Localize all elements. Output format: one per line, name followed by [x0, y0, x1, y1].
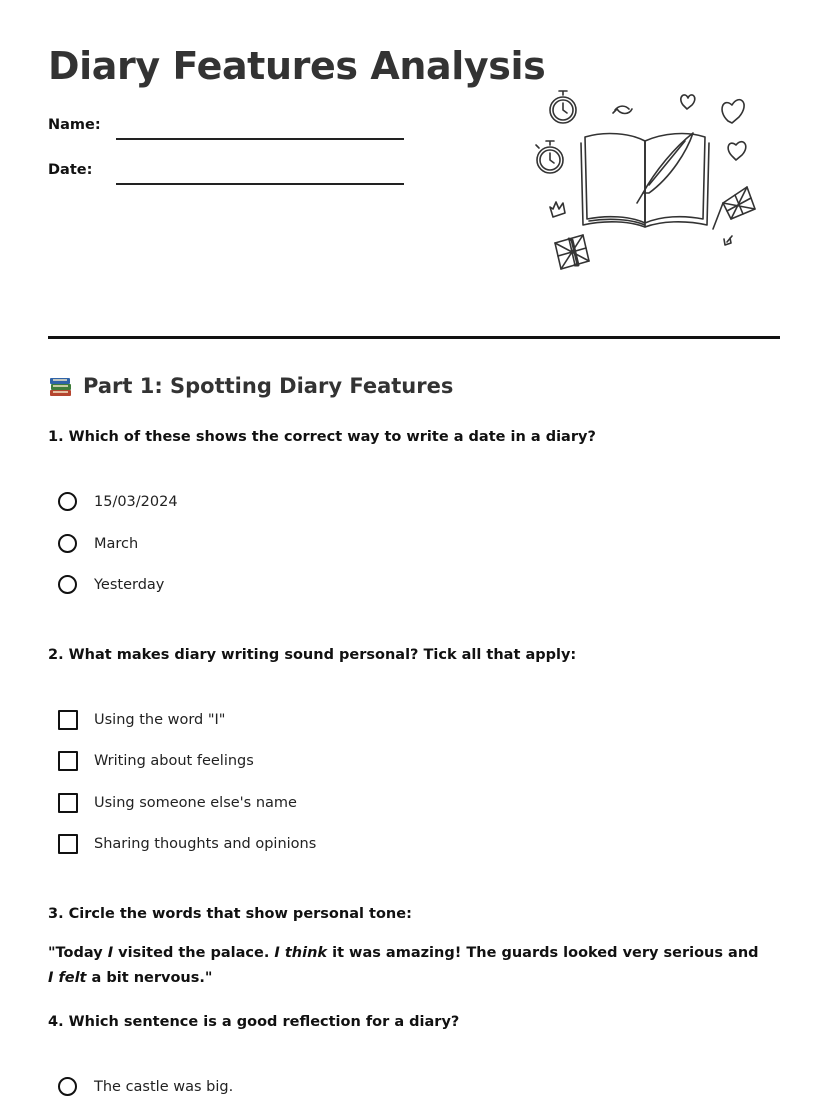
- radio-button[interactable]: [58, 492, 77, 511]
- q1-option-2[interactable]: [58, 534, 138, 553]
- quote-text: visited the palace.: [113, 945, 275, 961]
- quote-text: it was amazing! The guards looked very serious and: [327, 945, 759, 961]
- checkbox[interactable]: [58, 834, 78, 854]
- option-label: The castle was big.: [94, 1078, 234, 1095]
- books-icon: [48, 373, 74, 399]
- page-title: Diary Features Analysis: [48, 44, 546, 88]
- q2-option-2[interactable]: [58, 751, 254, 771]
- q2-option-3[interactable]: [58, 793, 297, 813]
- date-label: Date:: [48, 162, 93, 178]
- diary-doodle-illustration: [525, 85, 765, 275]
- personal-word[interactable]: I: [107, 945, 114, 961]
- radio-button[interactable]: [58, 1077, 77, 1096]
- option-label: Using someone else's name: [94, 795, 297, 811]
- personal-word[interactable]: I think: [274, 945, 328, 961]
- option-label: March: [94, 535, 139, 552]
- question-1: 1. Which of these shows the correct way to write a date in a diary?: [48, 429, 596, 445]
- checkbox[interactable]: [58, 793, 78, 813]
- q2-option-1[interactable]: [58, 710, 225, 730]
- q1-option-1[interactable]: [58, 492, 178, 511]
- q4-option-1[interactable]: [58, 1077, 233, 1096]
- open-book-icon: [581, 134, 709, 227]
- date-field[interactable]: [116, 183, 404, 185]
- name-label: Name:: [48, 117, 101, 133]
- part1-heading: [48, 373, 453, 399]
- heart-icon: [681, 95, 746, 160]
- diary-quote: [48, 941, 768, 991]
- option-label: Yesterday: [94, 576, 165, 593]
- stopwatch-icon: [536, 91, 576, 173]
- radio-button[interactable]: [58, 575, 77, 594]
- quote-text: a bit nervous.": [86, 970, 213, 986]
- union-jack-flag-icon: [555, 187, 755, 269]
- option-label: 15/03/2024: [94, 493, 178, 510]
- bird-doodle-icon: [613, 106, 632, 113]
- option-label: Writing about feelings: [94, 753, 254, 769]
- question-3: 3. Circle the words that show personal tone:: [48, 906, 412, 922]
- option-label: Using the word "I": [94, 712, 226, 728]
- option-label: Sharing thoughts and opinions: [94, 836, 317, 852]
- part1-heading-text: Part 1: Spotting Diary Features: [83, 374, 454, 398]
- quote-text: "Today: [48, 945, 108, 961]
- question-4: 4. Which sentence is a good reflection for a diary?: [48, 1014, 460, 1030]
- name-field[interactable]: [116, 138, 404, 140]
- personal-word[interactable]: I felt: [48, 970, 87, 986]
- section-divider: [48, 336, 780, 339]
- q2-option-4[interactable]: [58, 834, 316, 854]
- radio-button[interactable]: [58, 534, 77, 553]
- question-2: 2. What makes diary writing sound personal? Tick all that apply:: [48, 647, 577, 663]
- checkbox[interactable]: [58, 751, 78, 771]
- checkbox[interactable]: [58, 710, 78, 730]
- q1-option-3[interactable]: [58, 575, 164, 594]
